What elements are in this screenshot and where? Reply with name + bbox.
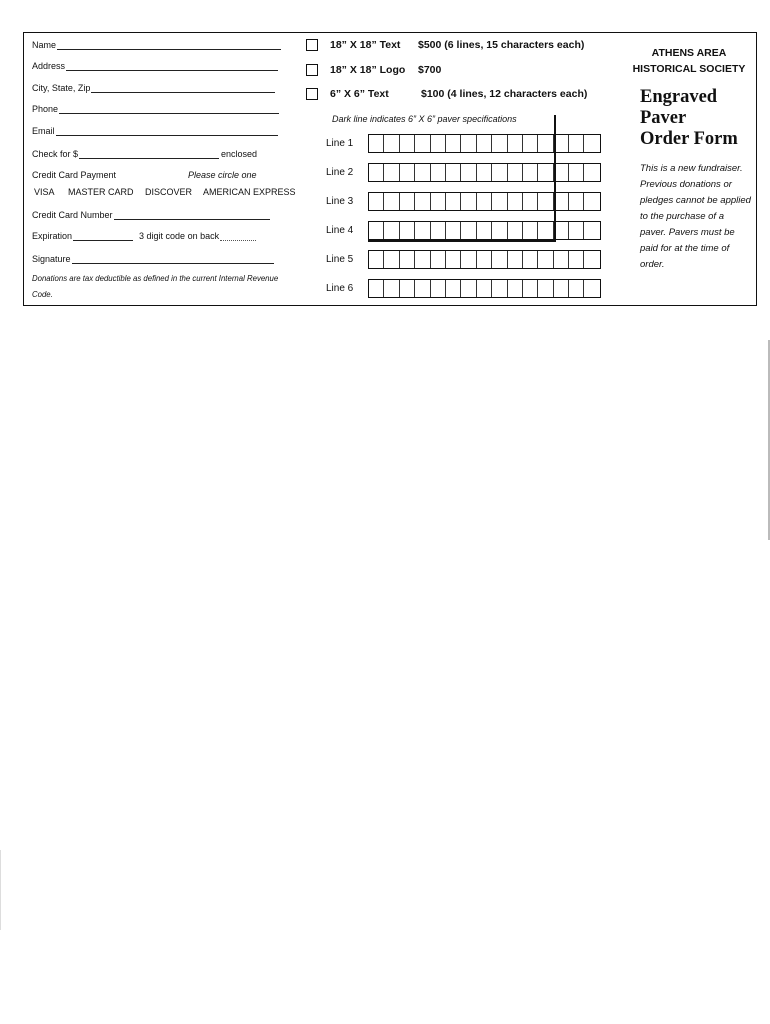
character-box[interactable] [584,135,599,152]
option-18x18-logo[interactable] [306,64,441,76]
org-name-line-1: ATHENS AREA [651,47,727,59]
option-size: 6” X 6” Text [330,88,389,100]
character-box[interactable] [461,251,476,268]
character-box[interactable] [554,251,569,268]
engraving-line-4[interactable] [326,221,601,240]
character-box[interactable] [569,251,584,268]
donation-note: Donations are tax deductible as defined in the current Internal Revenue Code. [32,274,279,299]
character-box[interactable] [415,193,430,210]
paver-options-section [304,33,604,303]
character-box[interactable] [569,135,584,152]
character-box[interactable] [492,280,507,297]
cvv-line[interactable] [220,232,256,241]
character-box[interactable] [400,135,415,152]
engraving-line-5[interactable] [326,250,601,269]
character-box[interactable] [415,135,430,152]
title-line-3: Order Form [640,129,738,149]
character-box[interactable] [369,193,384,210]
character-box[interactable] [446,251,461,268]
character-box[interactable] [492,164,507,181]
character-box[interactable] [415,251,430,268]
expiration-label: Expiration [32,231,73,241]
form-title [640,87,738,150]
spec-note: Dark line indicates 6” X 6” paver specifications [332,114,517,124]
character-box[interactable] [369,251,384,268]
character-box[interactable] [569,222,584,239]
line-label: Line 3 [326,196,354,207]
character-box[interactable] [415,280,430,297]
character-box[interactable] [508,135,523,152]
checkbox-6x6-text[interactable] [306,88,318,100]
email-line[interactable] [56,127,278,136]
character-box[interactable] [400,280,415,297]
character-box[interactable] [523,251,538,268]
line-label: Line 5 [326,254,354,265]
signature-field[interactable] [32,254,274,264]
character-box[interactable] [569,164,584,181]
city-state-zip-label: City, State, Zip [32,83,91,93]
character-box[interactable] [538,164,553,181]
character-box[interactable] [415,164,430,181]
character-boxes[interactable] [368,134,601,153]
character-box[interactable] [538,251,553,268]
card-type-amex[interactable]: AMERICAN EXPRESS [203,187,296,197]
title-line-1: Engraved [640,87,718,107]
character-box[interactable] [446,222,461,239]
engraving-line-1[interactable] [326,134,601,153]
option-price: $100 (4 lines, 12 characters each) [421,88,588,100]
character-box[interactable] [384,135,399,152]
character-boxes[interactable] [368,192,601,211]
character-box[interactable] [431,164,446,181]
character-box[interactable] [477,251,492,268]
cvv-label: 3 digit code on back [139,231,220,241]
character-box[interactable] [384,222,399,239]
option-price: $500 (6 lines, 15 characters each) [418,39,585,51]
signature-label: Signature [32,254,71,264]
character-box[interactable] [538,193,553,210]
name-field[interactable] [32,40,281,50]
character-box[interactable] [569,280,584,297]
character-box[interactable] [523,164,538,181]
character-box[interactable] [508,193,523,210]
character-box[interactable] [508,222,523,239]
character-boxes[interactable] [368,221,601,240]
character-box[interactable] [369,135,384,152]
character-box[interactable] [461,164,476,181]
line-label: Line 4 [326,225,354,236]
character-box[interactable] [446,135,461,152]
org-name-line-2: HISTORICAL SOCIETY [632,63,746,75]
character-boxes[interactable] [368,250,601,269]
character-box[interactable] [492,135,507,152]
character-box[interactable] [523,280,538,297]
character-box[interactable] [492,193,507,210]
character-box[interactable] [584,193,599,210]
credit-card-label: Credit Card Payment [32,170,117,180]
option-size: 18” X 18” Text [330,39,401,51]
character-box[interactable] [461,222,476,239]
expiration-field[interactable] [32,231,256,241]
character-box[interactable] [584,280,599,297]
organization-name [624,45,754,77]
check-label: Check for $ [32,149,79,159]
character-box[interactable] [384,251,399,268]
option-6x6-text[interactable] [306,88,587,100]
phone-field[interactable] [32,104,279,114]
character-box[interactable] [400,222,415,239]
character-box[interactable] [446,164,461,181]
character-box[interactable] [508,164,523,181]
address-label: Address [32,61,66,71]
character-box[interactable] [431,222,446,239]
paver-order-form [23,32,757,306]
card-number-field[interactable] [32,210,270,220]
character-box[interactable] [431,251,446,268]
character-box[interactable] [569,193,584,210]
character-box[interactable] [477,164,492,181]
character-box[interactable] [446,280,461,297]
circle-one-label: Please circle one [188,170,257,180]
character-box[interactable] [492,222,507,239]
character-box[interactable] [523,135,538,152]
character-box[interactable] [431,193,446,210]
fundraiser-note: This is a new fundraiser. Previous donations or pledges cannot be applied to the purchase of a paver. Pavers must be paid for at the time of order. [640,163,751,270]
card-type-mastercard[interactable]: MASTER CARD [68,187,134,197]
address-line[interactable] [66,62,278,71]
city-state-zip-line[interactable] [91,84,275,93]
character-box[interactable] [584,251,599,268]
customer-info-section [32,35,312,305]
phone-line[interactable] [59,105,279,114]
character-box[interactable] [508,251,523,268]
header-section [624,33,754,303]
character-box[interactable] [492,251,507,268]
character-box[interactable] [400,164,415,181]
line-label: Line 1 [326,138,354,149]
line-label: Line 2 [326,167,354,178]
enclosed-label: enclosed [221,149,258,159]
character-box[interactable] [384,193,399,210]
character-box[interactable] [523,193,538,210]
character-box[interactable] [477,280,492,297]
phone-label: Phone [32,104,59,114]
spec-divider-vertical [554,115,556,242]
engraving-line-3[interactable] [326,192,601,211]
character-box[interactable] [415,222,430,239]
engraving-line-6[interactable] [326,279,601,298]
city-state-zip-field[interactable] [32,83,275,93]
character-box[interactable] [508,280,523,297]
character-box[interactable] [461,280,476,297]
email-field[interactable] [32,126,278,136]
email-label: Email [32,126,55,136]
character-box[interactable] [584,222,599,239]
character-box[interactable] [477,193,492,210]
checkbox-18x18-logo[interactable] [306,64,318,76]
option-size: 18” X 18” Logo [330,64,406,76]
scan-edge-mark [0,850,1,930]
character-box[interactable] [431,280,446,297]
character-boxes[interactable] [368,163,601,182]
card-number-line[interactable] [114,211,270,220]
character-box[interactable] [384,164,399,181]
character-box[interactable] [538,280,553,297]
title-line-2: Paver [640,108,687,128]
name-line[interactable] [57,41,281,50]
character-box[interactable] [400,251,415,268]
check-amount-line[interactable] [79,150,219,159]
character-box[interactable] [523,222,538,239]
checkbox-18x18-text[interactable] [306,39,318,51]
address-field[interactable] [32,61,278,71]
character-box[interactable] [461,193,476,210]
option-18x18-text[interactable] [306,39,584,51]
character-box[interactable] [369,222,384,239]
expiration-line[interactable] [73,232,133,241]
character-box[interactable] [446,193,461,210]
check-field[interactable] [32,149,257,159]
character-box[interactable] [461,135,476,152]
card-type-discover[interactable]: DISCOVER [145,187,193,197]
character-box[interactable] [584,164,599,181]
character-box[interactable] [369,164,384,181]
character-box[interactable] [538,135,553,152]
character-boxes[interactable] [368,279,601,298]
spec-divider-horizontal [368,240,556,242]
character-box[interactable] [477,222,492,239]
character-box[interactable] [384,280,399,297]
card-number-label: Credit Card Number [32,210,113,220]
option-price: $700 [418,64,442,76]
card-type-visa[interactable]: VISA [34,187,55,197]
character-box[interactable] [477,135,492,152]
engraving-line-2[interactable] [326,163,601,182]
signature-line[interactable] [72,255,274,264]
character-box[interactable] [400,193,415,210]
character-box[interactable] [431,135,446,152]
line-label: Line 6 [326,283,354,294]
name-label: Name [32,40,57,50]
character-box[interactable] [554,280,569,297]
character-box[interactable] [369,280,384,297]
character-box[interactable] [538,222,553,239]
